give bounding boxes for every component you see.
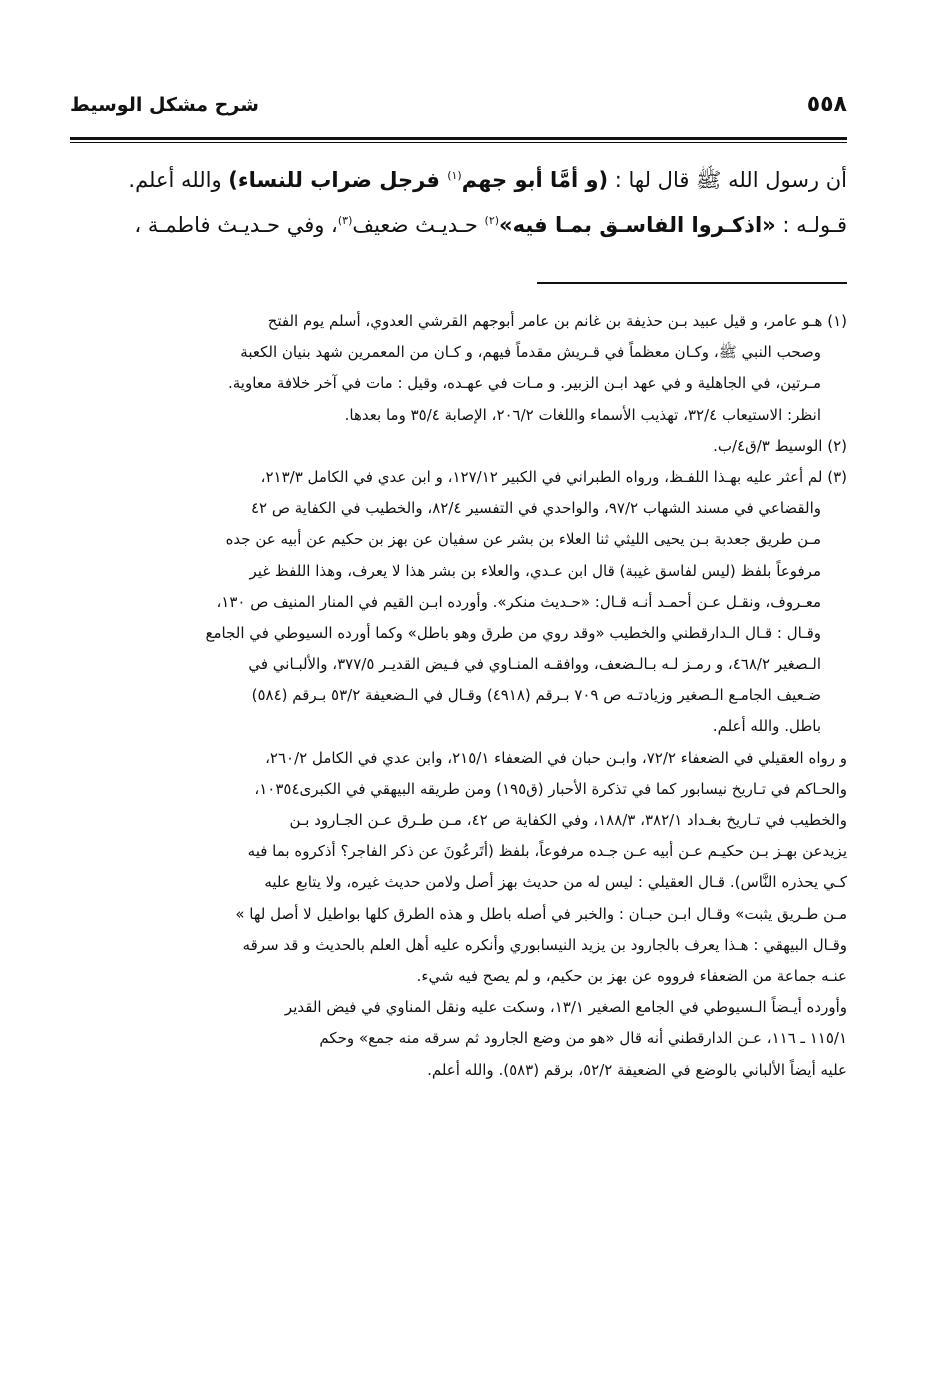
footnote-line: باطل. والله أعلم. [712, 717, 821, 736]
footnote-line: (٣) لم أعثر عليه بهـذا اللفـظ، ورواه الطبراني في الكبير ١٢٧/١٢، و ابن عدي في الكامل ٢١٣/٣، [260, 467, 847, 486]
footnote-line: وقـال : قـال الـدارقطني والخطيب «وقد روي من طرق وهو باطل» وكما أورده السيوطي في الجامع [205, 623, 821, 642]
footnote-separator [537, 282, 847, 284]
footnote-line: عنـه جماعة من الضعفاء فرووه عن بهز بن حكيم، و لم يصح فيه شيء. [416, 966, 847, 985]
footnote-ref-1: (١) [447, 169, 462, 182]
page-header [70, 92, 847, 132]
footnote-line: كـي يحذره النَّاس). قـال العقيلي : ليس له من حديث بهز أصل ولامن حديث غيره، ولا يتابع عليه [264, 873, 847, 892]
footnote-line: وصحب النبي ﷺ، وكـان معظماً في قـريش مقدماً فيهم، و كـان من المعمرين شهد بنيان الكعبة [240, 343, 821, 362]
page-number: ٥٥٨ [806, 92, 847, 117]
footnote-line: وأورده أيـضاً الـسيوطي في الجامع الصغير ١٣/١، وسكت عليه ونقل المناوي في فيض القدير [284, 998, 847, 1017]
book-title: شرح مشكل الوسيط [70, 94, 259, 116]
footnote-line: مـرتين، في الجاهلية و في عهد ابـن الزبير. و مـات في عهـده، وقيل : مات في آخر خلافة معاوية. [227, 374, 821, 393]
footnote-line: الـصغير ٤٦٨/٢، و رمـز لـه بـالـضعف، ووافقـه المنـاوي في فـيض القديـر ٣٧٧/٥، والألبـاني في [248, 655, 821, 674]
footnote-line: معـروف، ونقـل عـن أحمـد أنـه قـال: «حـديث منكر». وأورده ابـن القيم في المنار المنيف ص ١٣٠، [216, 592, 821, 611]
footnote-ref-2: (٢) [484, 214, 500, 227]
footnote-line: (١) هـو عامر، و قيل عبيد بـن حذيفة بن غانم بن عامر أبوجهم القرشي العدوي، أسلم يوم الفتح [267, 312, 847, 330]
main-line-2-hadith: «اذكـروا الفاسـق بمـا فيه» [499, 213, 776, 237]
footnote-line: والقضاعي في مسند الشهاب ٩٧/٢، والواحدي في التفسير ٨٢/٤، والخطيب في الكفاية ص ٤٢ [250, 499, 821, 518]
footnote-line: والحـاكم في تـاريخ نيسابور كما في تذكرة الأحبار (ق١٩٥) ومن طريقه البيهقي في الكبرى١٠٣٥٤، [254, 779, 847, 798]
main-text [78, 158, 847, 248]
footnote-line: عليه أيضاً الألباني بالوضع في الضعيفة ٥٢/٢، برقم (٥٨٣). والله أعلم. [427, 1060, 847, 1079]
header-rule-thin [70, 142, 847, 143]
header-rule-thick [70, 137, 847, 140]
footnote-line: ضـعيف الجامـع الـصغير وزيادتـه ص ٧٠٩ بـرقم (٤٩١٨) وقـال في الـضعيفة ٥٣/٢ بـرقم (٥٨٤) [251, 686, 821, 705]
footnote-line: مرفوعاً بلفظ (ليس لفاسق غيبة) قال ابن عـدي، والعلاء بن بشر هذا لا يعرف، وهذا اللفظ غير [249, 561, 821, 580]
main-line-1-hadith: (و أمَّا أبو جهم [461, 168, 609, 192]
footnotes [78, 306, 847, 1086]
main-line-1-hadith-cont: فرجل ضراب للنساء) [228, 168, 448, 192]
footnote-ref-3: (٣) [337, 214, 353, 227]
footnote-line: وقـال البيهقي : هـذا يعرف بالجارود بن يزيد النيسابوري وأنكره عليه أهل العلم بالحديث و قد سرقه [242, 935, 847, 954]
main-line-1-part-a: أن رسول الله ﷺ قال لها : [608, 168, 847, 192]
main-line-2 [78, 203, 847, 248]
footnote-line: والخطيب في تـاريخ بغـداد ٣٨٢/١، ١٨٨/٣، وفي الكفاية ص ٤٢، مـن طـرق عـن الجـارود بـن [289, 811, 847, 829]
main-line-1 [78, 158, 847, 203]
main-line-2-part-a: قـولـه : [775, 213, 847, 237]
footnote-line: ١١٥/١ ـ ١١٦، عـن الدارقطني أنه قال «هو من وضع الجارود ثم سرقه منه جمع» وحكم [319, 1029, 847, 1048]
main-line-2-part-d: ، وفي حـديـث فاطمـة ، [134, 213, 338, 237]
footnote-line: مـن طريق جعدبة بـن يحيى الليثي ثنا العلاء بن بشر عن سفيان عن بهز بن حكيم عن أبيه عن جده [225, 530, 821, 549]
footnote-line: يزيدعن بهـز بـن حكيـم عـن أبيه عـن جـده مرفوعاً، بلفظ (أتَرعُونَ عن ذكر الفاجر؟ أذكروه بما فيه [247, 842, 847, 861]
main-line-1-part-d: والله أعلم. [128, 168, 229, 192]
footnote-line: (٢) الوسيط ٣/ق٤/ب. [713, 436, 847, 455]
main-line-2-part-c: حـديـث ضعيف [352, 213, 485, 237]
footnote-line: و رواه العقيلي في الضعفاء ٧٢/٢، وابـن حبان في الضعفاء ٢١٥/١، وابن عدي في الكامل ٢٦٠/٢، [265, 748, 847, 767]
footnote-line: انظر: الاستيعاب ٣٢/٤، تهذيب الأسماء واللغات ٢٠٦/٢، الإصابة ٣٥/٤ وما بعدها. [344, 405, 821, 424]
footnote-line: مـن طـريق يثبت» وقـال ابـن حبـان : والخبر في أصله باطل و هذه الطرق كلها بواطيل لا أصل لها » [235, 904, 847, 923]
